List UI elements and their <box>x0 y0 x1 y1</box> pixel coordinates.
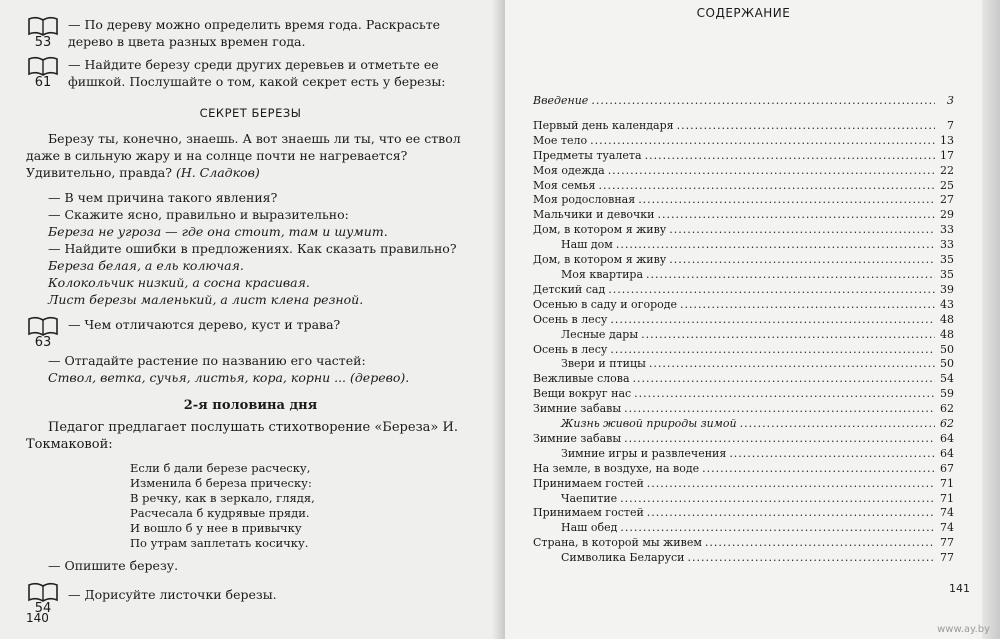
toc-entry-label: Осень в лесу <box>533 342 608 356</box>
toc-entry <box>533 387 954 402</box>
toc-entry <box>533 372 954 387</box>
toc-entry <box>533 402 954 417</box>
block-54 <box>26 582 475 616</box>
toc-entry-page: 17 <box>940 148 954 162</box>
toc-entry <box>533 238 954 253</box>
open-book-icon <box>26 56 60 90</box>
toc-entry-page: 35 <box>940 267 954 281</box>
toc-entry <box>533 492 954 507</box>
phrase-line: Береза белая, а ель колючая. <box>48 258 244 273</box>
poem-line: Расчесала б кудрявые пряди. <box>130 506 310 520</box>
toc-entry <box>533 506 954 521</box>
toc-entry <box>533 94 954 109</box>
block-61 <box>26 56 475 90</box>
toc-entry-page: 71 <box>940 491 954 505</box>
question-line: — Скажите ясно, правильно и выразительно: <box>48 207 349 222</box>
toc-entry-label: Дом, в котором я живу <box>533 223 667 237</box>
toc-entry-page: 74 <box>940 521 954 535</box>
open-book-icon <box>26 316 60 350</box>
toc-entry-label: Моя одежда <box>533 163 605 177</box>
toc-entry-page: 48 <box>940 312 954 326</box>
section-heading: 2-я половина дня <box>183 398 318 413</box>
riddle-text: — Отгадайте растение по названию его частей: <box>48 353 366 368</box>
toc-entry-label: Зимние забавы <box>533 402 622 416</box>
toc-entry <box>533 208 954 223</box>
block-53 <box>26 16 475 50</box>
toc-entry-label: Наш обед <box>561 521 618 535</box>
toc-entry-label: Вежливые слова <box>533 372 630 386</box>
right-page <box>505 0 1000 639</box>
toc-entry <box>533 536 954 551</box>
toc-entry-label: Наш дом <box>561 238 613 252</box>
toc-entry <box>533 357 954 372</box>
toc-entry-label: Введение <box>533 94 589 107</box>
toc-entry-label: Предметы туалета <box>533 148 642 162</box>
toc-entry-label: Мальчики и девочки <box>533 208 655 222</box>
questions <box>26 189 475 308</box>
story-body: Березу ты, конечно, знаешь. А вот знаешь ли ты, что ее ствол даже в сильную жару и на солнце почти не нагревается? Удивительно, правда? <box>26 131 461 180</box>
toc-entry <box>533 343 954 358</box>
question-line: — Найдите ошибки в предложениях. Как сказать правильно? <box>48 241 457 256</box>
watermark: www.ay.by <box>937 624 990 635</box>
toc-entry-label: Вещи вокруг нас <box>533 387 632 401</box>
toc-entry-page: 50 <box>940 357 954 371</box>
toc-entry-label: Зимние забавы <box>533 431 622 445</box>
exercise-number: 63 <box>34 335 52 350</box>
toc-title: СОДЕРЖАНИЕ <box>696 6 791 20</box>
toc-entry-label: Осенью в саду и огороде <box>533 297 678 311</box>
toc-entry <box>533 298 954 313</box>
toc-entry <box>533 551 954 566</box>
toc-entry-label: Моя семья <box>533 178 596 192</box>
exercise-text: — По дереву можно определить время года. Раскрасьте дерево в цвета разных времен года. <box>68 17 441 49</box>
toc-entry-label: Моя квартира <box>561 267 644 281</box>
toc-entry-label: На земле, в воздухе, на воде <box>533 461 700 475</box>
toc-entry <box>533 521 954 536</box>
toc-entry <box>533 462 954 477</box>
toc-entry-label: Детский сад <box>533 282 606 296</box>
toc-entry <box>533 119 954 134</box>
toc-entry-label: Звери и птицы <box>561 357 646 371</box>
exercise-number: 54 <box>34 601 52 616</box>
toc-entry-label: Дом, в котором я живу <box>533 253 667 267</box>
describe-text: — Опишите березу. <box>48 558 179 573</box>
toc-entry-page: 62 <box>940 402 954 416</box>
exercise-number: 53 <box>34 35 52 50</box>
teacher-text: Педагог предлагает послушать стихотворение «Береза» И. Токмаковой: <box>26 420 458 452</box>
poem-line: В речку, как в зеркало, глядя, <box>130 491 315 505</box>
poem <box>130 461 475 551</box>
exercise-number: 61 <box>34 75 52 90</box>
toc-entry-page: 27 <box>940 193 954 207</box>
toc-entry <box>533 432 954 447</box>
toc-entry-page: 3 <box>947 94 954 107</box>
toc-entry <box>533 223 954 238</box>
toc-entry-page: 59 <box>940 387 954 401</box>
poem-line: Изменила б береза прическу: <box>130 476 312 490</box>
toc-entry-page: 50 <box>940 342 954 356</box>
page-number-right: 141 <box>949 582 970 595</box>
exercise-text: — Найдите березу среди других деревьев и отметьте ее фишкой. Послушайте о том, какой секрет есть у березы: <box>68 57 446 89</box>
toc-entry-label: Осень в лесу <box>533 312 608 326</box>
page-edge <box>982 0 1000 639</box>
toc-entry <box>533 134 954 149</box>
toc-entry-label: Страна, в которой мы живем <box>533 536 702 550</box>
toc-entry-label: Чаепитие <box>561 491 618 505</box>
phrase-line: Лист березы маленький, а лист клена резной. <box>48 292 364 307</box>
toc-entry-page: 35 <box>940 253 954 267</box>
table-of-contents <box>533 94 954 566</box>
toc-entry <box>533 283 954 298</box>
toc-entry-page: 43 <box>940 297 954 311</box>
toc-entry-page: 39 <box>940 282 954 296</box>
toc-entry <box>533 179 954 194</box>
open-book-icon <box>26 16 60 50</box>
toc-entry-page: 64 <box>940 446 954 460</box>
toc-entry-label: Жизнь живой природы зимой <box>561 417 737 431</box>
page-number-left: 140 <box>26 611 49 625</box>
riddle-answer: Ствол, ветка, сучья, листья, кора, корни ... (дерево). <box>48 370 410 385</box>
exercise-text: — Чем отличаются дерево, куст и трава? <box>68 317 341 332</box>
toc-entry-label: Зимние игры и развлечения <box>561 446 727 460</box>
toc-entry-page: 64 <box>940 431 954 445</box>
toc-entry-page: 74 <box>940 506 954 520</box>
toc-entry-page: 13 <box>940 133 954 147</box>
toc-entry-page: 67 <box>940 461 954 475</box>
toc-entry <box>533 268 954 283</box>
poem-line: Если б дали березе расческу, <box>130 461 311 475</box>
toc-entry-page: 71 <box>940 476 954 490</box>
toc-entry <box>533 253 954 268</box>
section-title: СЕКРЕТ БЕРЕЗЫ <box>199 106 302 120</box>
toc-entry-label: Принимаем гостей <box>533 476 644 490</box>
toc-entry <box>533 477 954 492</box>
phrase-line: Колокольчик низкий, а сосна красивая. <box>48 275 310 290</box>
toc-entry <box>533 447 954 462</box>
toc-entry-page: 29 <box>940 208 954 222</box>
toc-entry-page: 54 <box>940 372 954 386</box>
toc-entry-page: 33 <box>940 223 954 237</box>
phrase-line: Береза не угроза — где она стоит, там и шумит. <box>48 224 388 239</box>
toc-entry-page: 22 <box>940 163 954 177</box>
toc-entry-label: Принимаем гостей <box>533 506 644 520</box>
toc-entry-label: Символика Беларуси <box>561 551 685 565</box>
exercise-text: — Дорисуйте листочки березы. <box>68 587 277 602</box>
block-63 <box>26 316 475 350</box>
toc-entry-label: Моя родословная <box>533 193 636 207</box>
toc-entry-page: 62 <box>940 417 954 431</box>
toc-entry <box>533 164 954 179</box>
toc-entry-label: Лесные дары <box>561 327 639 341</box>
story-text <box>26 130 475 181</box>
toc-entry-page: 33 <box>940 238 954 252</box>
toc-entry-label: Первый день календаря <box>533 118 674 132</box>
toc-entry-label: Мое тело <box>533 133 588 147</box>
toc-entry <box>533 313 954 328</box>
poem-line: По утрам заплетать косичку. <box>130 536 309 550</box>
toc-entry-page: 77 <box>940 536 954 550</box>
toc-entry-page: 77 <box>940 551 954 565</box>
toc-entry-page: 25 <box>940 178 954 192</box>
toc-entry <box>533 149 954 164</box>
story-author: (Н. Сладков) <box>175 165 260 180</box>
toc-entry-page: 7 <box>947 118 954 132</box>
toc-entry <box>533 328 954 343</box>
toc-entry-page: 48 <box>940 327 954 341</box>
question-line: — В чем причина такого явления? <box>48 190 278 205</box>
toc-entry <box>533 417 954 432</box>
toc-entry <box>533 193 954 208</box>
poem-line: И вошло б у нее в привычку <box>130 521 302 535</box>
